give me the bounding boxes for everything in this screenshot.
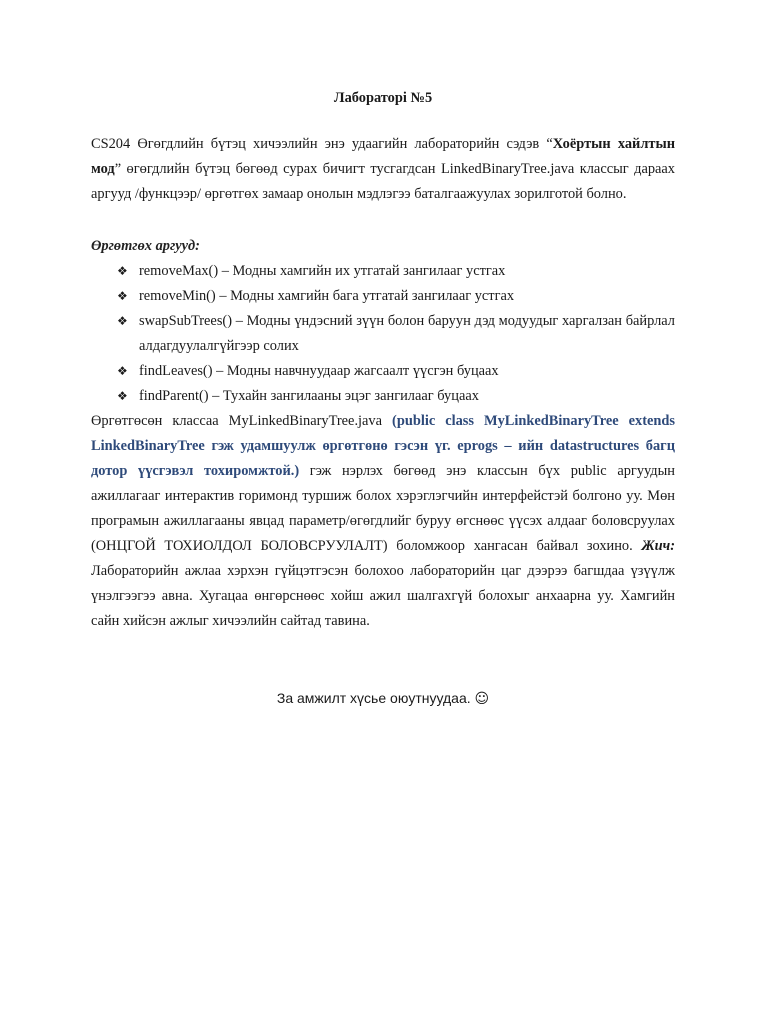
instructions-text-3: Лабораторийн ажлаа хэрхэн гүйцэтгэсэн болохоо лабораторийн цаг дээрээ багшдаа үзүүлж үнэлгээгээ авна. Хугацаа өнгөрснөөс хойш ажил шалгахгүй болохыг анхаарна уу. Хамгийн сайн хийсэн ажлыг хичээлийн сайтад тавина. <box>91 563 675 629</box>
diamond-bullet-icon: ❖ <box>117 314 128 328</box>
diamond-bullet-icon: ❖ <box>117 389 128 403</box>
closing-line <box>91 686 675 712</box>
list-item <box>117 284 675 309</box>
list-item-text: findLeaves() – Модны навчнуудаар жагсаалт үүсгэн буцаах <box>139 363 499 379</box>
list-item <box>117 359 675 384</box>
diamond-bullet-icon: ❖ <box>117 289 128 303</box>
list-item-text: swapSubTrees() – Модны үндэсний зүүн болон баруун дэд модуудыг харгалзан байрлал алдагдуулалгүйгээр солих <box>139 313 675 354</box>
note-label: Жич: <box>641 538 675 554</box>
closing-text: За амжилт хүсье оюутнуудаа. <box>276 690 475 706</box>
list-item <box>117 384 675 409</box>
intro-topic: Хоёртын хайлтын мод <box>91 136 676 177</box>
instructions-text-2: гэж нэрлэх бөгөөд энэ классын бүх public аргуудын ажиллагааг интерактив горимонд туршиж болох хэрэглэгчийн интерфейстэй болгоно уу. Мөн програмын ажиллагааны явцад параметр/өгөгдлийг буруу өгснөөс үүсэх алдааг боловсруулах (ОНЦГОЙ ТОХИОЛДОЛ БОЛОВСРУУЛАЛТ) боломжоор хангасан байвал зохино. <box>91 463 676 554</box>
list-item <box>117 259 675 284</box>
smiley-icon: ☺ <box>474 691 490 707</box>
list-item <box>117 309 675 359</box>
functions-list <box>117 259 675 409</box>
list-item-text: findParent() – Тухайн зангилааны эцэг зангилааг буцаах <box>139 388 479 404</box>
functions-heading: Өргөтгөх аргууд: <box>91 238 200 254</box>
instructions-text-1: Өргөтгөсөн классаа MyLinkedBinaryTree.java <box>91 413 393 429</box>
intro-text-start: CS204 Өгөгдлийн бүтэц хичээлийн энэ удаагийн лабораторийн сэдэв “ <box>91 136 553 152</box>
inheritance-note: (public class MyLinkedBinaryTree extends LinkedBinaryTree гэж удамшуулж өргөтгөнө гэсэн үг. eprogs – ийн datastructures багц дотор үүсгэвэл тохиромжтой.) <box>91 413 675 479</box>
page-title: Лабораторi №5 <box>333 90 433 106</box>
intro-paragraph <box>91 132 675 207</box>
list-item-text: removeMax() – Модны хамгийн их утгатай зангилааг устгах <box>139 263 506 279</box>
intro-text-end: ” өгөгдлийн бүтэц бөгөөд сурах бичигт тусгагдсан LinkedBinaryTree.java классыг дараах аргууд /функцээр/ өргөтгөх замаар онолын мэдлэгээ баталгаажуулах зорилготой болно. <box>91 161 675 202</box>
diamond-bullet-icon: ❖ <box>117 264 128 278</box>
instructions-paragraph <box>91 409 675 634</box>
list-item-text: removeMin() – Модны хамгийн бага утгатай зангилааг устгах <box>139 288 515 304</box>
diamond-bullet-icon: ❖ <box>117 364 128 378</box>
